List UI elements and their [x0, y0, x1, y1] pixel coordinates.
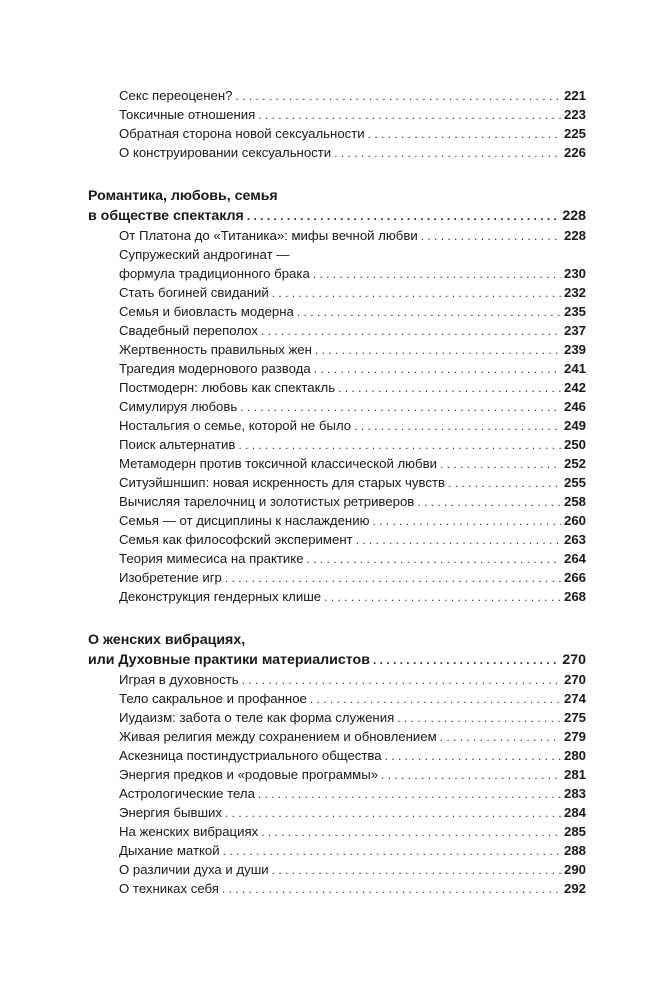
toc-entry — [88, 86, 586, 105]
dot-leader — [247, 206, 560, 226]
dot-leader — [223, 842, 561, 861]
toc-entry — [88, 746, 586, 765]
entry-title: Тело сакральное и профанное — [119, 691, 307, 706]
entry-title: Симулируя любовь — [119, 399, 238, 414]
entry-title: Трагедия модернового развода — [119, 361, 311, 376]
entry-page: 288 — [563, 843, 586, 858]
section-gap — [88, 162, 586, 186]
entry-title: От Платона до «Титаника»: мифы вечной любви — [119, 228, 418, 243]
dot-leader — [448, 474, 561, 493]
entry-page: 237 — [563, 323, 586, 338]
entry-title: О различии духа и души — [119, 862, 269, 877]
dot-leader — [373, 650, 559, 670]
table-of-contents — [88, 86, 586, 898]
entry-page: 285 — [563, 824, 586, 839]
entry-title: Аскезница постиндустриального общества — [119, 748, 382, 763]
entry-title: Семья — от дисциплины к наслаждению — [119, 513, 370, 528]
section-heading — [88, 650, 586, 670]
entry-page: 241 — [563, 361, 586, 376]
entry-page: 260 — [563, 513, 586, 528]
toc-entry — [88, 321, 586, 340]
toc-entry — [88, 727, 586, 746]
dot-leader — [258, 106, 561, 125]
dot-leader — [240, 398, 561, 417]
toc-entry — [88, 397, 586, 416]
dot-leader — [417, 493, 561, 512]
entry-page: 284 — [563, 805, 586, 820]
entry-title: Изобретение игр — [119, 570, 222, 585]
toc-entry — [88, 511, 586, 530]
section-title: в обществе спектакля — [88, 208, 244, 224]
dot-leader — [313, 265, 561, 284]
entry-title: Теория мимесиса на практике — [119, 551, 304, 566]
toc-entry — [88, 454, 586, 473]
section-gap — [88, 606, 586, 630]
entry-page: 226 — [563, 145, 586, 160]
dot-leader — [356, 531, 561, 550]
entry-title: Астрологические тела — [119, 786, 255, 801]
entry-page: 290 — [563, 862, 586, 877]
dot-leader — [238, 436, 561, 455]
dot-leader — [440, 728, 561, 747]
dot-leader — [261, 823, 561, 842]
entry-title: Обратная сторона новой сексуальности — [119, 126, 365, 141]
section-title: Романтика, любовь, семья — [88, 188, 278, 204]
entry-page: 270 — [563, 672, 586, 687]
dot-leader — [261, 322, 561, 341]
toc-entry — [88, 784, 586, 803]
toc-entry — [88, 803, 586, 822]
entry-page: 292 — [563, 881, 586, 896]
section-page: 270 — [562, 652, 586, 668]
toc-entry — [88, 822, 586, 841]
entry-page: 283 — [563, 786, 586, 801]
toc-entry — [88, 492, 586, 511]
entry-page: 264 — [563, 551, 586, 566]
dot-leader — [368, 125, 561, 144]
dot-leader — [314, 360, 561, 379]
entry-page: 266 — [563, 570, 586, 585]
dot-leader — [307, 550, 561, 569]
entry-title: Энергия бывших — [119, 805, 222, 820]
toc-entry — [88, 340, 586, 359]
section-page: 228 — [562, 208, 586, 224]
toc-entry — [88, 226, 586, 245]
dot-leader — [338, 379, 561, 398]
entry-page: 274 — [563, 691, 586, 706]
entry-page: 275 — [563, 710, 586, 725]
entry-page: 252 — [563, 456, 586, 471]
entry-title: Живая религия между сохранением и обновлением — [119, 729, 437, 744]
entry-page: 281 — [563, 767, 586, 782]
entry-page: 255 — [563, 475, 586, 490]
dot-leader — [354, 417, 561, 436]
entry-title: Дыхание маткой — [119, 843, 220, 858]
entry-title: Стать богиней свиданий — [119, 285, 269, 300]
entry-title: О конструировании сексуальности — [119, 145, 332, 160]
entry-title: Жертвенность правильных жен — [119, 342, 312, 357]
entry-page: 263 — [563, 532, 586, 547]
entry-title: Секс переоценен? — [119, 88, 233, 103]
entry-page: 258 — [563, 494, 586, 509]
toc-entry — [88, 283, 586, 302]
dot-leader — [324, 588, 561, 607]
section-title: или Духовные практики материалистов — [88, 652, 370, 668]
dot-leader — [242, 671, 561, 690]
dot-leader — [372, 512, 561, 531]
dot-leader — [225, 804, 561, 823]
toc-entry — [88, 359, 586, 378]
toc-entry — [88, 124, 586, 143]
entry-page: 246 — [563, 399, 586, 414]
entry-page: 250 — [563, 437, 586, 452]
toc-entry — [88, 860, 586, 879]
toc-entry — [88, 416, 586, 435]
section-title: О женских вибрациях, — [88, 632, 246, 648]
entry-title: Семья и биовласть модерна — [119, 304, 294, 319]
toc-entry — [88, 708, 586, 727]
toc-entry — [88, 841, 586, 860]
entry-title: Ностальгия о семье, которой не было — [119, 418, 352, 433]
entry-page: 221 — [563, 88, 586, 103]
toc-entry — [88, 264, 586, 283]
dot-leader — [385, 747, 561, 766]
entry-title: Метамодерн против токсичной классической любви — [119, 456, 437, 471]
entry-page: 225 — [563, 126, 586, 141]
entry-title: Энергия предков и «родовые программы» — [119, 767, 379, 782]
dot-leader — [315, 341, 561, 360]
entry-title: Семья как философский эксперимент — [119, 532, 353, 547]
dot-leader — [236, 87, 561, 106]
toc-entry — [88, 765, 586, 784]
toc-entry — [88, 549, 586, 568]
entry-title: Играя в духовность — [119, 672, 239, 687]
toc-entry — [88, 302, 586, 321]
entry-title: Свадебный переполох — [119, 323, 258, 338]
entry-title: Иудаизм: забота о теле как форма служения — [119, 710, 395, 725]
entry-title: Деконструкция гендерных клише — [119, 589, 322, 604]
entry-page: 235 — [563, 304, 586, 319]
entry-page: 223 — [563, 107, 586, 122]
dot-leader — [381, 766, 561, 785]
dot-leader — [258, 785, 561, 804]
entry-page: 239 — [563, 342, 586, 357]
entry-title: Токсичные отношения — [119, 107, 256, 122]
dot-leader — [225, 569, 561, 588]
toc-entry — [88, 670, 586, 689]
entry-title: Вычисляя тарелочниц и золотистых ретриверов — [119, 494, 415, 509]
dot-leader — [334, 144, 561, 163]
entry-page: 232 — [563, 285, 586, 300]
dot-leader — [421, 227, 561, 246]
entry-title-line: Супружеский андрогинат — — [119, 247, 290, 262]
toc-entry — [88, 473, 586, 492]
entry-page: 280 — [563, 748, 586, 763]
entry-title: формула традиционного брака — [119, 266, 310, 281]
toc-entry — [88, 689, 586, 708]
dot-leader — [272, 284, 561, 303]
dot-leader — [272, 861, 561, 880]
entry-title: Постмодерн: любовь как спектакль — [119, 380, 336, 395]
entry-page: 268 — [563, 589, 586, 604]
section-heading — [88, 206, 586, 226]
toc-entry — [88, 568, 586, 587]
entry-title: О техниках себя — [119, 881, 219, 896]
entry-title: Ситуэйшншип: новая искренность для старых чувств — [119, 475, 446, 490]
dot-leader — [297, 303, 561, 322]
toc-entry — [88, 105, 586, 124]
entry-page: 230 — [563, 266, 586, 281]
toc-entry — [88, 143, 586, 162]
toc-entry — [88, 879, 586, 898]
entry-page: 242 — [563, 380, 586, 395]
entry-title: Поиск альтернатив — [119, 437, 236, 452]
entry-title: На женских вибрациях — [119, 824, 259, 839]
dot-leader — [222, 880, 561, 899]
dot-leader — [440, 455, 561, 474]
entry-page: 228 — [563, 228, 586, 243]
toc-entry — [88, 530, 586, 549]
dot-leader — [310, 690, 561, 709]
dot-leader — [397, 709, 561, 728]
entry-page: 279 — [563, 729, 586, 744]
toc-entry — [88, 378, 586, 397]
toc-entry — [88, 435, 586, 454]
toc-entry — [88, 587, 586, 606]
entry-page: 249 — [563, 418, 586, 433]
